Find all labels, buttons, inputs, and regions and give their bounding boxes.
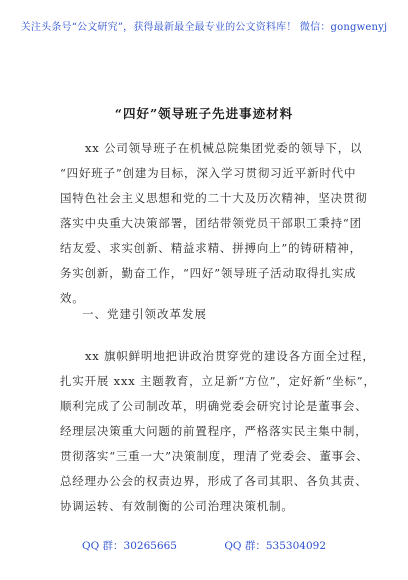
paragraph-2 (60, 344, 376, 519)
paragraph-line: xx 旗帜鲜明地把讲政治贯穿党的建设各方面全过程， (85, 349, 375, 363)
document-title: “四好”领导班子先进事迹材料 (114, 106, 294, 121)
paragraph-line: 落实中央重大决策部署，团结带领党员干部职工秉持“团 (60, 216, 362, 230)
paragraph-line: 贯彻落实“三重一大”决策制度，理清了党委会、董事会、 (60, 449, 369, 463)
section-heading: 一、党建引领改革发展 (82, 307, 207, 321)
paragraph-line: 务实创新，勤奋工作，“四好”领导班子活动取得扎实成 (60, 266, 357, 280)
header-banner: 关注头条号“公文研究”，获得最新最全最专业的公文资料库！ 微信：gongwenyj (20, 22, 388, 33)
paragraph-line: 国特色社会主义思想和党的二十大及历次精神，坚决贯彻 (60, 191, 368, 205)
paragraph-line: 扎实开展 xxx 主题教育，立足新“方位”，定好新“坐标”， (60, 374, 376, 388)
paragraph-line: 协调运转、有效制衡的公司治理决策机制。 (60, 499, 294, 513)
footer-qq-group-2: QQ 群：535304092 (224, 540, 327, 552)
paragraph-line: 经理层决策重大问题的前置程序，严格落实民主集中制， (60, 424, 368, 438)
footer (0, 538, 408, 553)
paragraph-line: 结友爱、求实创新、精益求精、拼搏向上”的铸研精神， (60, 241, 362, 255)
footer-qq-group-1: QQ 群：30265665 (81, 540, 177, 552)
paragraph-line: 总经理办公会的权责边界，形成了各司其职、各负其责、 (60, 474, 368, 488)
paragraph-line: xx 公司领导班子在机械总院集团党委的领导下，以 (85, 141, 363, 155)
paragraph-line: 效。 (60, 291, 85, 305)
paragraph-line: 顺利完成了公司制改革，明确党委会研究讨论是董事会、 (60, 399, 368, 413)
paragraph-1 (60, 136, 368, 311)
paragraph-line: “四好班子”创建为目标，深入学习贯彻习近平新时代中 (60, 166, 357, 180)
